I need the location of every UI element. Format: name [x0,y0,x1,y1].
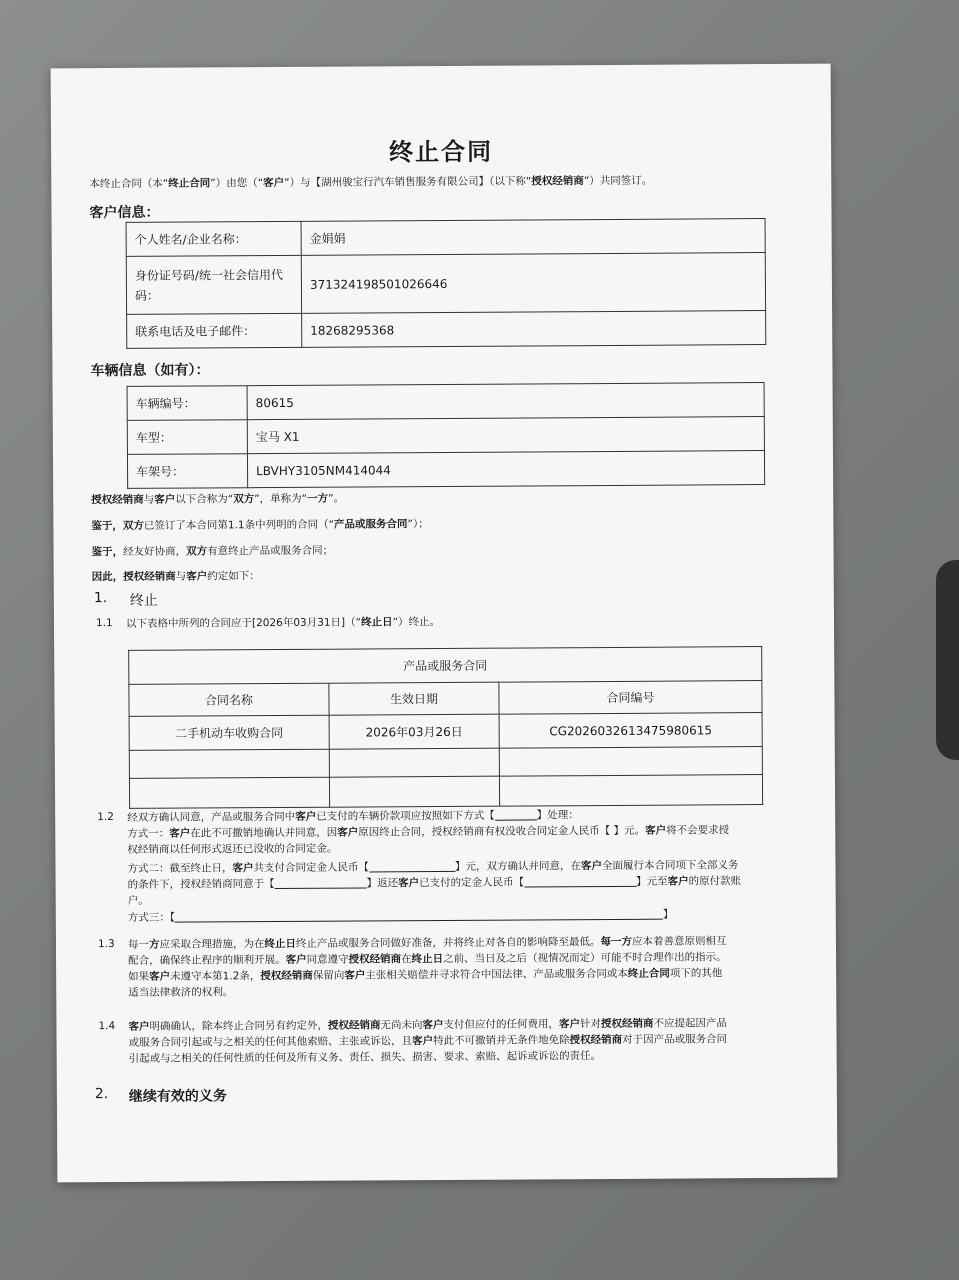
table-row [127,417,764,455]
clause-1-4-line-2 [129,1031,728,1051]
recital-whereas-2 [92,543,334,560]
text: 授权经销商 [327,1019,381,1032]
text: 】返还 [366,877,399,890]
text: 鉴于， [91,519,123,533]
text: 已支付的车辆价款项应按照如下方式【 [316,809,495,823]
text: 方式三：【 [127,911,176,924]
clause-1-2-method-1-cont: 权经销商以任何形式返还已没收的合同定金。 [127,842,338,856]
document-title: 终止合同 [389,137,494,167]
table-row [129,747,762,779]
table-cell [129,777,329,808]
text: 针对 [579,1018,601,1031]
customer-contact-value: 18268295368 [302,311,766,348]
customer-section-heading: 客户信息： [89,204,160,222]
text: 双方 [122,519,144,532]
text: 之前、当日及之后（视情况而定）可能不时合理作出的指示。 [443,951,727,966]
table-row [127,451,764,489]
text: 每一 [127,938,149,951]
section-2-heading: 继续有效的义务 [128,1088,227,1105]
recital-whereas-1 [91,516,428,534]
blank-field[interactable] [175,908,663,923]
text: 的条件下，授权经销商同意于【 [127,878,275,891]
table-row [129,775,762,809]
text: 有意终止产品或服务合同； [207,544,334,558]
vin-label: 车架号： [127,454,247,489]
intro-text: 本终止合同（本“ [89,177,169,191]
text: 】 [662,908,674,921]
intro-bold: 终止合同 [168,177,211,190]
table-cell [129,749,329,778]
intro-bold: 授权经销商 [531,175,584,188]
blank-field[interactable] [369,860,455,873]
section-2-number: 2. [94,1086,109,1103]
recital-parties [91,491,344,509]
text: 已签订了本合同第1.1条中列明的合同（“ [143,518,335,532]
recital-therefore [92,568,260,585]
text: 客户 [667,875,689,888]
text: 每一方 [600,935,632,949]
text: 明确确认，除本终止合同另有约定外， [149,1019,328,1033]
text: 客户 [169,827,191,840]
text: 客户 [295,810,317,823]
vin-value: LBVHY3105NM414044 [247,451,764,488]
text: ”）； [407,518,429,531]
text: 如果 [128,970,150,983]
intro-paragraph [89,173,652,192]
text: 与 [143,493,155,506]
text: 产品或服务合同 [334,518,408,531]
clause-1-3-number: 1.3 [97,938,115,951]
clause-1-2-method-1 [127,822,729,842]
contract-page [51,64,838,1183]
text: 客户 [232,862,254,875]
text: ”。 [328,492,345,505]
clause-1-3-line-4: 适当法律救济的权利。 [128,986,234,999]
text: 主张相关赔偿并寻求符合中国法律、产品或服务合同或本 [365,967,628,982]
text: 授权经销商 [123,570,176,583]
section-1-heading: 终止 [129,592,158,609]
text: 终止日 [264,937,296,951]
text: 客户 [128,1020,150,1033]
clause-1-2-method-2-cont [128,873,742,893]
text: 客户 [558,1018,580,1031]
section-1-number: 1. [93,590,108,607]
text: 因此， [91,570,124,584]
text: 对于因产品或服务合同 [622,1033,728,1046]
table-row [126,253,765,315]
customer-name-label: 个人姓名/企业名称： [126,221,301,256]
text: 授权经销商 [260,969,313,983]
column-header: 合同编号 [499,681,762,715]
intro-bold: 客户 [263,176,285,190]
text: 客户 [422,1019,444,1032]
text: 双方 [186,545,208,558]
text: 原因终止合同，授权经销商有权没收合同定金人民币【 】元。 [358,824,646,839]
company-name: 湖州骏宝行汽车销售服务有限公司 [321,175,479,189]
customer-contact-label: 联系电话及电子邮件： [127,313,302,348]
text: 客户 [580,860,603,873]
vehicle-number-label: 车辆编号： [127,386,247,421]
column-header: 生效日期 [329,682,499,715]
text: 已支付的定金人民币【 [419,876,525,890]
text: 配合，确保终止程序的顺利开展。 [128,953,286,967]
text: 以下表格中所列的合同应于[2026年03月31日]（“ [125,616,362,630]
contract-number-cell: CG2026032613475980615 [499,713,762,749]
intro-text: ”）由您（“ [210,177,264,190]
text: 应采取合理措施，为在 [159,938,265,951]
text: 在此不可撤销地确认并同意，因 [190,826,338,840]
table-row [127,311,766,349]
intro-text: ”）共同签订。 [583,174,653,188]
text: 同意遵守 [306,953,349,966]
text: 共支付合同定金人民币【 [253,861,370,875]
contracts-table-caption: 产品或服务合同 [129,647,762,685]
vehicle-model-label: 车型： [127,420,247,455]
text: ”，单称为“ [254,492,308,506]
text: 客户 [412,1035,434,1048]
text: 项下的其他 [669,967,723,980]
text: 方 [148,938,160,951]
column-header: 合同名称 [129,683,329,716]
text: 终止产品或服务合同做好准备，并将终止对各自的影响降至最低。 [295,936,601,950]
vehicle-model-value: 宝马 X1 [247,417,764,454]
vehicle-section-heading: 车辆信息（如有）： [90,362,210,380]
customer-info-table [126,218,767,349]
clause-1-2-method-2-end: 户。 [127,894,149,907]
text: 授权经销商 [91,493,144,507]
text: 特此不可撤销并无条件地免除 [433,1034,570,1048]
customer-id-value: 371324198501026646 [301,253,765,314]
text: 在 [401,953,412,966]
text: 一方 [307,492,329,505]
text: 应本着善意原则相互 [631,935,727,948]
text: 无尚未向 [380,1019,423,1032]
text: 支付但应付的任何费用， [443,1018,559,1032]
text: 或服务合同引起或与之相关的任何其他索赔、主张或诉讼，且 [128,1035,413,1049]
clause-1-1-number: 1.1 [95,617,113,630]
intro-text: ”）与【 [284,176,322,189]
text: 客户 [154,493,176,506]
table-cell [499,775,762,807]
clause-1-2-number: 1.2 [97,811,114,824]
table-cell [499,747,762,777]
table-row [127,383,764,421]
text: 全面履行本合同项下全部义务 [601,859,739,873]
text: 终止合同 [627,967,670,980]
blank-field[interactable] [524,875,636,888]
text: 约定如下： [207,570,260,583]
text: 客户 [398,877,420,890]
vehicle-number-value: 80615 [247,383,764,420]
blank-field[interactable] [275,876,367,889]
text: 客户 [149,970,171,983]
text: 经双方确认同意，产品或服务合同中 [127,810,296,824]
text: 方式二：截至终止日， [127,862,233,875]
text: 与 [175,570,187,583]
text: 客户 [645,824,667,837]
text: 终止日 [361,616,393,629]
table-row [126,219,765,257]
text: 授权经销商 [600,1017,654,1031]
clause-1-4-line-3: 引起或与之相关的任何性质的任何及所有义务、责任、损失、损害、要求、索赔、起诉或诉讼的责任。 [128,1050,602,1065]
customer-id-label: 身份证号码/统一社会信用代码： [126,255,301,314]
table-row [129,647,762,685]
text: 将不会要求授 [666,824,730,837]
text: 终止日 [411,953,444,966]
clause-1-2-method-3 [128,907,674,926]
text: 方式一： [127,827,170,840]
blank-field[interactable] [495,808,537,820]
text: 鉴于， [91,545,124,559]
text: 保留向 [312,969,345,982]
text: 以下合称为“ [175,493,234,506]
text: ”）终止。 [392,616,441,629]
text: 客户 [186,570,208,583]
background-object [936,560,959,760]
clause-1-1-text [126,614,440,632]
text: 授权经销商 [348,953,402,966]
text: 】元，双方确认并同意，在 [454,860,582,873]
text: 双方 [233,493,255,506]
text: 的原付款账 [688,875,742,888]
table-header-row [129,681,762,717]
text: 经友好协商， [123,545,187,558]
table-cell [329,776,499,807]
intro-text: 】（以下称“ [478,175,532,188]
text: 客户 [337,826,359,839]
text: 客户 [344,969,366,982]
contract-date-cell: 2026年03月26日 [329,714,499,749]
table-row [129,713,762,751]
contracts-table [128,646,763,809]
customer-name-value: 金娟娟 [301,219,765,256]
text: 未遵守本第1.2条， [170,970,261,983]
contract-name-cell: 二手机动车收购合同 [129,715,329,750]
text: 不应提起因产品 [653,1017,727,1030]
text: 】元至 [636,875,668,888]
table-cell [329,748,499,777]
vehicle-info-table [127,382,766,489]
clause-1-3-line-3 [128,965,722,985]
text: 客户 [285,953,307,966]
text: 】处理： [536,809,579,822]
text: 授权经销商 [569,1033,623,1047]
clause-1-4-number: 1.4 [98,1020,116,1033]
